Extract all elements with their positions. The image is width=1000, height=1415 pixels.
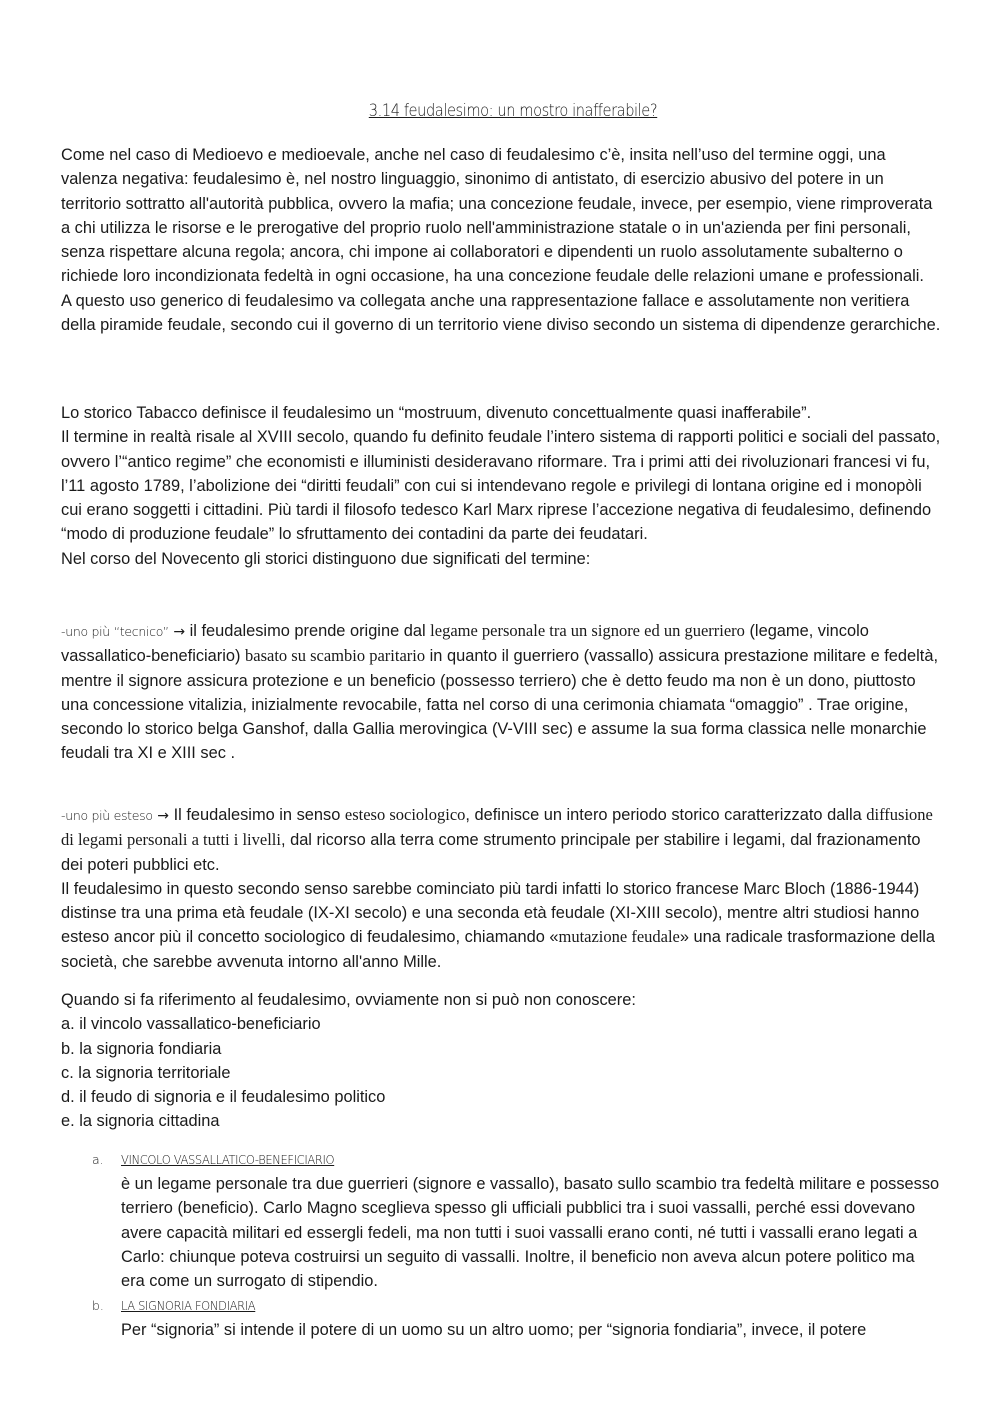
- history-paragraph: Il termine in realtà risale al XVIII secolo, quando fu definito feudale l’intero sistema di rapporti politici e sociali del passato, ovvero l’“antico regime” che economisti e illuministi desideravano riformare. Tra i primi atti dei rivoluzionari francesi vi fu, l’11 agosto 1789, l’abolizione dei “diritti feudali” con cui si intendevano regole e privilegi di lontana origine ed i monopòli cui erano soggetti i cittadini. Più tardi il filosofo tedesco Karl Marx riprese l’accezione negativa di feudalesimo, definendo “modo di produzione feudale” lo sfruttamento dei contadini da parte dei feudatari.: [61, 428, 941, 544]
- history-paragraph: Nel corso del Novecento gli storici distinguono due significati del termine:: [61, 549, 591, 568]
- meaning-technical: [61, 619, 941, 766]
- page-title: 3.14 feudalesimo: un mostro inafferabile?: [368, 101, 658, 121]
- intro-paragraph: A questo uso generico di feudalesimo va collegata anche una rappresentazione fallace e assolutamente non veritiera della piramide feudale, secondo cui il governo di un territorio viene diviso secondo un sistema di dipendenze gerarchiche.: [61, 291, 941, 335]
- history-paragraph: Lo storico Tabacco definisce il feudalesimo un “mostruum, divenuto concettualmente quasi inafferabile”.: [61, 404, 812, 422]
- arrow-right-icon: →: [173, 624, 186, 640]
- summary-item: a. il vincolo vassallatico-beneficiario: [61, 1015, 321, 1034]
- intro-paragraph: Come nel caso di Medioevo e medioevale, anche nel caso di feudalesimo c’è, insita nell’uso del termine oggi, una valenza negativa: feudalesimo è, nel nostro linguaggio, sinonimo di antistato, di esercizio abusivo del potere in un territorio sottratto all'autorità pubblica, ovvero la mafia; una concezione feudale, invece, per esempio, viene rimproverata a chi utilizza le risorse e le prerogative del proprio ruolo nell'amministrazione statale o in un'azienda per fini personali, senza rispettare alcuna regola; ancora, chi impone ai collaboratori e dipendenti un ruolo assolutamente subalterno o richiede loro incondizionata fedeltà in ogni occasione, ha una concezione feudale delle relazioni umane e professionali.: [61, 146, 933, 286]
- section-body: Per “signoria” si intende il potere di un uomo su un altro uomo; per “signoria fondiaria”, invece, il potere: [121, 1321, 867, 1339]
- summary-item: b. la signoria fondiaria: [61, 1039, 222, 1058]
- highlighted-text: basato su scambio paritario: [245, 646, 426, 666]
- intro-section: [61, 143, 941, 337]
- highlighted-text: diffusione di legami personali a tutti i livelli: [61, 805, 933, 850]
- meaning-paragraph: Il feudalesimo in questo secondo senso sarebbe cominciato più tardi infatti lo storico francese Marc Bloch (1886-1944) distinse tra una prima età feudale (IX-XI secolo) e una seconda età feudale (XI-XIII secolo), mentre altri studiosi hanno esteso ancor più il concetto sociologico di feudalesimo, chiamando «mutazione feudale» una radicale trasformazione della società, che sarebbe avvenuta intorno all'anno Mille.: [61, 879, 936, 971]
- meaning-paragraph: -uno più esteso → Il feudalesimo in senso esteso sociologico, definisce un intero periodo storico caratterizzato dalla diffusione di legami personali a tutti i livelli, dal ricorso alla terra come strumento principale per stabilire i legami, dal frazionamento dei poteri pubblici etc.: [61, 805, 933, 874]
- section-body: è un legame personale tra due guerrieri (signore e vassallo), basato sullo scambio tra fedeltà militare e possesso terriero (beneficio). Carlo Magno sceglieva spesso gli ufficiali pubblici tra i suoi vassalli, perché essi dovevano avere capacità militari ed essergli fedeli, ma non tutti i suoi vassalli erano conti, né tutti i vassalli erano legati a Carlo: chiunque poteva costruirsi un seguito di vassalli. Inoltre, il beneficio non aveva alcun potere politico ma era come un surrogato di stipendio.: [121, 1175, 940, 1291]
- meaning-label: -uno più “tecnico”: [61, 624, 169, 639]
- list-marker: a.: [92, 1152, 104, 1167]
- highlighted-text: legame personale tra un signore ed un guerriero: [430, 621, 745, 640]
- history-section: [61, 401, 941, 571]
- section-heading: LA SIGNORIA FONDIARIA: [121, 1298, 256, 1313]
- meaning-paragraph: -uno più “tecnico” → il feudalesimo prende origine dal legame personale tra un signore ed un guerriero (legame, vincolo vassallatico-beneficiario) basato su scambio paritario in quanto il guerriero (vassallo) assicura prestazione militare e fedeltà, mentre il signore assicura protezione e un beneficio (possesso terriero) che è detto feudo ma non è un dono, piuttosto una concessione vitalizia, inizialmente revocabile, fatta nel corso di una cerimonia chiamata “omaggio” . Trae origine, secondo lo storico belga Ganshof, dalla Gallia merovingica (V-VIII sec) e assume la sua forma classica nelle monarchie feudali tra XI e XIII sec .: [61, 621, 939, 763]
- section-heading: VINCOLO VASSALLATICO-BENEFICIARIO: [121, 1152, 335, 1167]
- highlighted-text: esteso sociologico: [344, 805, 466, 824]
- summary-intro: Quando si fa riferimento al feudalesimo, ovviamente non si può non conoscere:: [61, 991, 636, 1009]
- summary-item: d. il feudo di signoria e il feudalesimo politico: [61, 1088, 386, 1107]
- list-marker: b.: [92, 1298, 104, 1313]
- summary-item: e. la signoria cittadina: [61, 1112, 220, 1131]
- meaning-label: -uno più esteso: [61, 808, 153, 823]
- highlighted-text: mutazione feudale: [558, 927, 680, 947]
- meaning-extended: [61, 803, 941, 974]
- summary-item: c. la signoria territoriale: [61, 1063, 231, 1082]
- arrow-right-icon: →: [157, 808, 170, 824]
- summary-section: [61, 988, 941, 1134]
